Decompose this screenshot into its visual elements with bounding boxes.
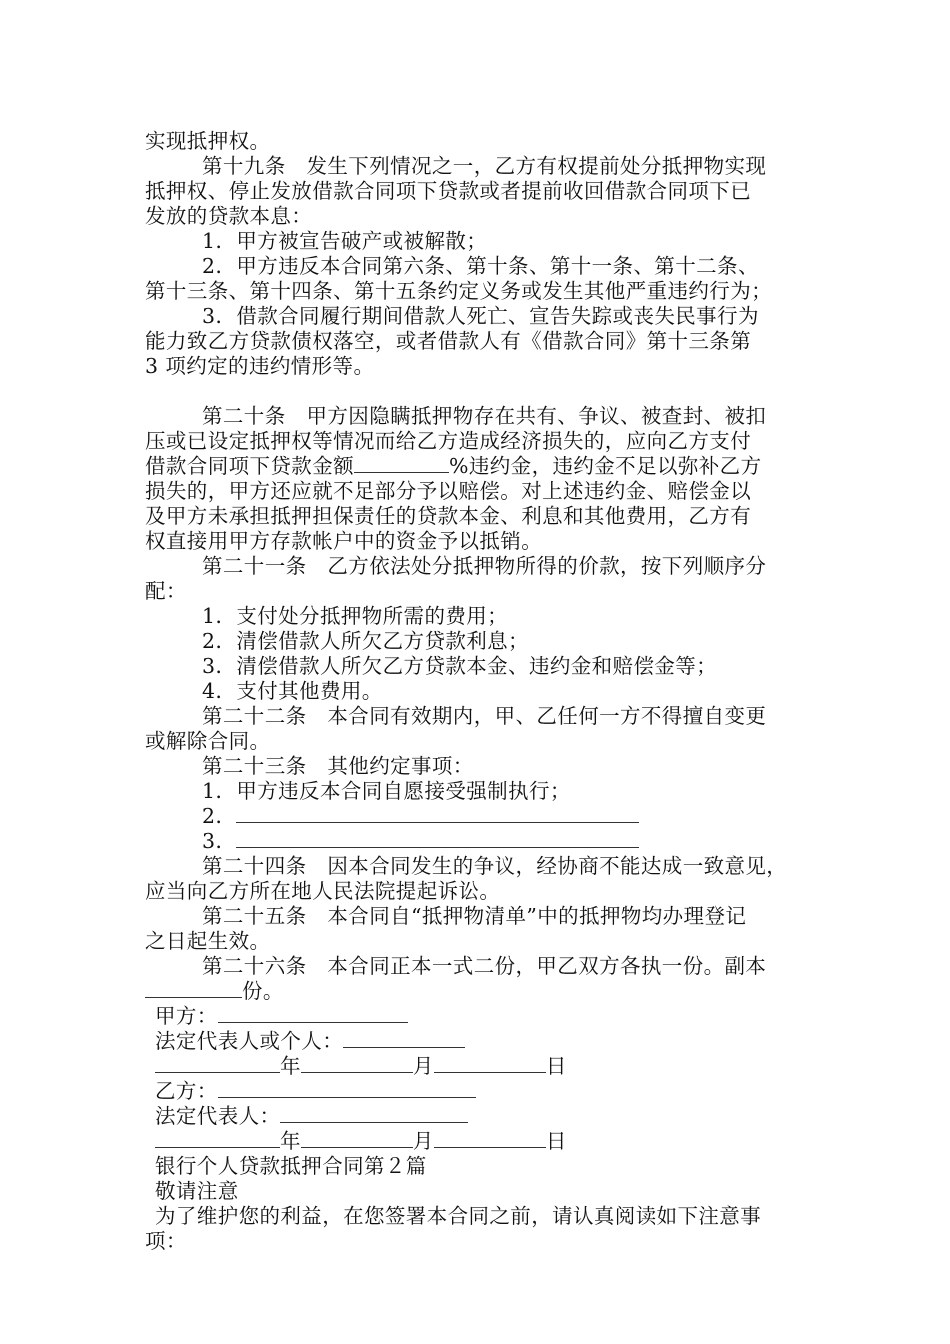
fill-in-blank	[236, 804, 639, 823]
party-b-line	[155, 1078, 476, 1104]
text-line-end: 份。	[242, 979, 284, 1003]
article-23-heading: 第二十三条 其他约定事项：	[202, 754, 474, 778]
text-line: 抵押权、停止发放借款合同项下贷款或者提前收回借款合同项下已	[145, 179, 752, 203]
party-a-date-line	[155, 1053, 567, 1079]
text-line: 或解除合同。	[145, 729, 271, 753]
list-item: 2．清偿借款人所欠乙方贷款利息；	[202, 629, 529, 653]
fill-in-blank	[280, 1104, 468, 1123]
month-label: 月	[412, 1054, 434, 1078]
text-line	[145, 453, 761, 479]
day-blank	[434, 1054, 546, 1073]
text-line: 实现抵押权。	[145, 129, 271, 153]
day-label: 日	[545, 1129, 567, 1153]
list-item: 3．清偿借款人所欠乙方贷款本金、违约金和赔偿金等；	[202, 654, 718, 678]
party-a-line	[155, 1003, 408, 1029]
party-b-label: 乙方：	[155, 1079, 218, 1103]
party-b-date-line	[155, 1128, 567, 1154]
year-blank	[155, 1129, 280, 1148]
article-22-heading: 第二十二条 本合同有效期内，甲、乙任何一方不得擅自变更	[202, 704, 767, 728]
text-line: 项：	[145, 1229, 187, 1253]
article-21-heading: 第二十一条 乙方依法处分抵押物所得的价款，按下列顺序分	[202, 554, 767, 578]
article-25-heading: 第二十五条 本合同自“抵押物清单”中的抵押物均办理登记	[202, 904, 747, 928]
text-line: 权直接用甲方存款帐户中的资金予以抵销。	[145, 529, 543, 553]
fill-in-blank	[218, 1004, 408, 1023]
fill-in-blank	[145, 979, 242, 998]
text-line: 3 项约定的违约情形等。	[145, 354, 375, 378]
list-item: 1．支付处分抵押物所需的费用；	[202, 604, 509, 628]
list-item: 1．甲方被宣告破产或被解散；	[202, 229, 488, 253]
notice-text: 为了维护您的利益，在您签署本合同之前，请认真阅读如下注意事	[155, 1204, 762, 1228]
text-line-end: %违约金，违约金不足以弥补乙方	[449, 454, 762, 478]
list-item	[202, 803, 639, 829]
text-line: 应当向乙方所在地人民法院提起诉讼。	[145, 879, 501, 903]
day-blank	[434, 1129, 546, 1148]
fill-in-blank	[236, 829, 639, 848]
year-label: 年	[280, 1129, 301, 1153]
second-contract-title: 银行个人贷款抵押合同第２篇	[155, 1154, 427, 1178]
month-blank	[301, 1054, 413, 1073]
fill-in-blank	[354, 454, 449, 473]
list-number: 3．	[202, 829, 237, 853]
text-line: 之日起生效。	[145, 929, 271, 953]
party-a-label: 甲方：	[155, 1004, 218, 1028]
year-label: 年	[280, 1054, 301, 1078]
day-label: 日	[545, 1054, 567, 1078]
text-line: 及甲方未承担抵押担保责任的贷款本金、利息和其他费用，乙方有	[145, 504, 752, 528]
text-line-start: 借款合同项下贷款金额	[145, 454, 354, 478]
list-item: 2．甲方违反本合同第六条、第十条、第十一条、第十二条、	[202, 254, 759, 278]
list-item: 3．借款合同履行期间借款人死亡、宣告失踪或丧失民事行为	[202, 304, 759, 328]
month-blank	[301, 1129, 413, 1148]
party-a-representative-line	[155, 1028, 465, 1054]
month-label: 月	[412, 1129, 434, 1153]
list-item: 4．支付其他费用。	[202, 679, 383, 703]
representative-label: 法定代表人：	[155, 1104, 281, 1128]
list-item	[202, 828, 639, 854]
party-b-representative-line	[155, 1103, 468, 1129]
article-24-heading: 第二十四条 因本合同发生的争议，经协商不能达成一致意见，	[202, 854, 788, 878]
text-line: 配：	[145, 579, 187, 603]
text-line: 发放的贷款本息：	[145, 204, 313, 228]
text-line	[145, 978, 284, 1004]
notice-heading: 敬请注意	[155, 1179, 239, 1203]
text-line: 能力致乙方贷款债权落空，或者借款人有《借款合同》第十三条第	[145, 329, 752, 353]
representative-label: 法定代表人或个人：	[155, 1029, 344, 1053]
list-item: 1．甲方违反本合同自愿接受强制执行；	[202, 779, 571, 803]
article-26-heading: 第二十六条 本合同正本一式二份，甲乙双方各执一份。副本	[202, 954, 767, 978]
text-line: 第十三条、第十四条、第十五条约定义务或发生其他严重违约行为；	[145, 279, 772, 303]
year-blank	[155, 1054, 280, 1073]
fill-in-blank	[343, 1029, 465, 1048]
article-19-heading: 第十九条 发生下列情况之一，乙方有权提前处分抵押物实现	[202, 154, 767, 178]
list-number: 2．	[202, 804, 237, 828]
text-line: 压或已设定抵押权等情况而给乙方造成经济损失的，应向乙方支付	[145, 429, 752, 453]
fill-in-blank	[218, 1079, 476, 1098]
text-line: 损失的，甲方还应就不足部分予以赔偿。对上述违约金、赔偿金以	[145, 479, 752, 503]
article-20-heading: 第二十条 甲方因隐瞒抵押物存在共有、争议、被查封、被扣	[202, 404, 767, 428]
